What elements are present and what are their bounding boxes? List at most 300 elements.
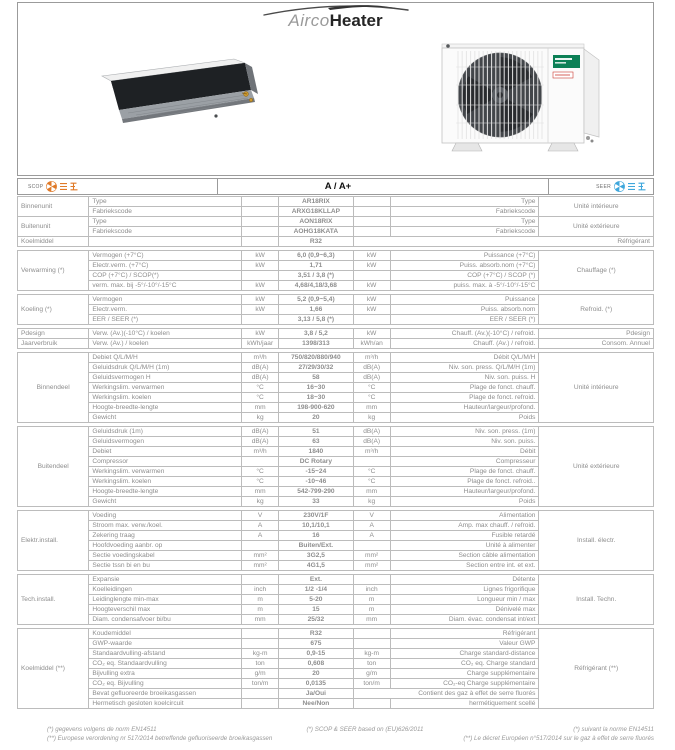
spec-section-table — [17, 196, 654, 247]
unit-fr — [353, 217, 390, 227]
unit-fr: dB(A) — [353, 427, 390, 437]
spec-label-nl: Hoofdvoeding aanbr. op — [89, 541, 242, 551]
spec-label-nl: Gewicht — [89, 497, 242, 507]
unit-nl: kW — [242, 329, 279, 339]
spec-value: 10,1/10,1 — [279, 521, 353, 531]
group-label-fr: Chauffage (*) — [539, 251, 654, 291]
spec-label-fr: COP (+7°C) / SCOP (*) — [390, 271, 539, 281]
spec-label-nl: Geluidsvermogen — [89, 437, 242, 447]
spec-row — [18, 427, 654, 437]
group-label-nl: Binnendeel — [18, 353, 89, 423]
spec-value: Ja/Oui — [279, 689, 353, 699]
unit-fr: °C — [353, 383, 390, 393]
unit-fr: kW — [353, 251, 390, 261]
spec-value: 20 — [279, 413, 353, 423]
spec-label-nl: Debiet Q/L/M/H — [89, 353, 242, 363]
spec-label-nl: Hoogte-breedte-lengte — [89, 487, 242, 497]
unit-nl — [242, 217, 279, 227]
unit-fr — [353, 271, 390, 281]
unit-nl: A — [242, 521, 279, 531]
unit-fr: kg — [353, 413, 390, 423]
spec-section-table — [17, 574, 654, 625]
spec-value: 4G1,5 — [279, 561, 353, 571]
spec-label-fr: Fusible retardé — [390, 531, 539, 541]
unit-fr — [353, 457, 390, 467]
unit-fr: m³/h — [353, 353, 390, 363]
unit-nl: °C — [242, 393, 279, 403]
spec-label-fr: Niv. son. press. (1m) — [390, 427, 539, 437]
spec-value: 3G2,5 — [279, 551, 353, 561]
spec-label-nl: Werkingslim. koelen — [89, 393, 242, 403]
unit-nl — [242, 315, 279, 325]
unit-nl: kg — [242, 497, 279, 507]
spec-value: 58 — [279, 373, 353, 383]
unit-fr: mm — [353, 615, 390, 625]
spec-label-nl — [89, 237, 242, 247]
indoor-unit-photo — [96, 49, 264, 139]
spec-value: 16~30 — [279, 383, 353, 393]
spec-value: R32 — [279, 629, 353, 639]
unit-fr: inch — [353, 585, 390, 595]
group-label-fr: Install. Techn. — [539, 575, 654, 625]
unit-fr: °C — [353, 467, 390, 477]
spec-label-fr: Plage de fonct. refroid. — [390, 393, 539, 403]
unit-fr — [353, 207, 390, 217]
unit-nl — [242, 237, 279, 247]
unit-nl: kg — [242, 413, 279, 423]
spec-label-fr: Chauff. (Av.)(-10°C) / refroid. — [390, 329, 539, 339]
unit-nl: inch — [242, 585, 279, 595]
spec-label-nl: Sectie voedingskabel — [89, 551, 242, 561]
spec-label-nl: Verw. (Av.)(-10°C) / koelen — [89, 329, 242, 339]
header-box — [17, 2, 654, 176]
spec-label-fr: Contient des gaz à effet de serre fluorés — [353, 689, 539, 699]
footnote-line-2 — [17, 734, 654, 743]
spec-label-nl: Fabriekscode — [89, 227, 242, 237]
spec-label-fr: Fabriekscode — [390, 227, 539, 237]
unit-nl — [242, 207, 279, 217]
spec-label-nl: Debiet — [89, 447, 242, 457]
spec-row — [18, 251, 654, 261]
group-label-nl: Koelmiddel — [18, 237, 89, 247]
group-label-nl: Binnenunit — [18, 197, 89, 217]
unit-fr: °C — [353, 477, 390, 487]
group-label-fr: Refroid. (*) — [539, 295, 654, 325]
unit-fr: A — [353, 521, 390, 531]
spec-value: 1,66 — [279, 305, 353, 315]
unit-fr: kW — [353, 281, 390, 291]
unit-nl: °C — [242, 477, 279, 487]
unit-fr: ton — [353, 659, 390, 669]
spec-label-nl: Vermogen — [89, 295, 242, 305]
spec-value: DC Rotary — [279, 457, 353, 467]
spec-label-fr: Niv. son. puiss. H — [390, 373, 539, 383]
group-label-fr: Pdesign — [539, 329, 654, 339]
spec-label-fr: Niv. son. press. Q/L/M/H (1m) — [390, 363, 539, 373]
spec-value: ARXG18KLLAP — [279, 207, 353, 217]
spec-value: 1,71 — [279, 261, 353, 271]
unit-nl — [242, 227, 279, 237]
spec-value: Ext. — [279, 575, 353, 585]
spec-value: 6,0 (0,9~6,3) — [279, 251, 353, 261]
unit-fr: kW — [353, 305, 390, 315]
spec-label-fr: Plage de fonct. chauff. — [390, 467, 539, 477]
spec-value: 25/32 — [279, 615, 353, 625]
spec-label-nl: Verw. (Av.) / koelen — [89, 339, 242, 349]
spec-value: 0,0135 — [279, 679, 353, 689]
spec-label-fr: Type — [390, 197, 539, 207]
spec-value: 230V/1F — [279, 511, 353, 521]
spec-label-nl: Diam. condensafvoer bi/bu — [89, 615, 242, 625]
spec-label-fr: Compresseur — [390, 457, 539, 467]
unit-nl: dB(A) — [242, 373, 279, 383]
spec-label-nl: Werkingslim. verwarmen — [89, 383, 242, 393]
unit-nl: dB(A) — [242, 427, 279, 437]
spec-label-fr: EER / SEER (*) — [390, 315, 539, 325]
unit-fr: kW — [353, 295, 390, 305]
spec-label-nl: Werkingslim. verwarmen — [89, 467, 242, 477]
unit-nl: m³/h — [242, 353, 279, 363]
unit-nl — [242, 457, 279, 467]
unit-nl — [242, 271, 279, 281]
unit-nl — [242, 575, 279, 585]
unit-nl: kW — [242, 261, 279, 271]
spec-label-nl: Leidinglengte min-max — [89, 595, 242, 605]
unit-fr — [353, 541, 390, 551]
spec-label-fr: Plage de fonct. refroid.. — [390, 477, 539, 487]
unit-fr: kg-m — [353, 649, 390, 659]
spec-row — [18, 575, 654, 585]
unit-fr: kW — [353, 261, 390, 271]
spec-label-fr: Lignes frigorifique — [390, 585, 539, 595]
unit-nl: kW — [242, 295, 279, 305]
spec-label-nl: Type — [89, 197, 242, 207]
spec-label-fr: Diam. évac. condensat int/ext — [390, 615, 539, 625]
group-label-fr: Consom. Annuel — [539, 339, 654, 349]
unit-nl: ton/m — [242, 679, 279, 689]
spec-label-nl: Expansie — [89, 575, 242, 585]
spec-label-nl: Hoogte-breedte-lengte — [89, 403, 242, 413]
spec-value: 15 — [279, 605, 353, 615]
spec-value: 4,68/4,18/3,68 — [279, 281, 353, 291]
group-label-fr: Unité intérieure — [539, 353, 654, 423]
spec-label-nl: Electr.verm. — [89, 305, 242, 315]
spec-label-fr: Détente — [390, 575, 539, 585]
spec-label-nl: CO₂ eq. Bijvulling — [89, 679, 242, 689]
spec-label-nl: Koelleidingen — [89, 585, 242, 595]
spec-value: 1398/313 — [279, 339, 353, 349]
spec-value: -15~24 — [279, 467, 353, 477]
group-label-nl: Koeling (*) — [18, 295, 89, 325]
spec-value: R32 — [279, 237, 353, 247]
unit-nl: g/m — [242, 669, 279, 679]
spec-label-nl: Geluidsvermogen H — [89, 373, 242, 383]
unit-fr: V — [353, 511, 390, 521]
spec-value: Buiten/Ext. — [279, 541, 353, 551]
spec-value: 1840 — [279, 447, 353, 457]
spec-label-fr: Dénivelé max — [390, 605, 539, 615]
spec-label-nl: Geluidsdruk Q/L/M/H (1m) — [89, 363, 242, 373]
unit-nl: kg-m — [242, 649, 279, 659]
unit-nl: mm — [242, 487, 279, 497]
seer-badge-label: SEER — [596, 183, 611, 190]
spec-label-fr: Unité à alimenter — [390, 541, 539, 551]
spec-label-fr: Hauteur/largeur/profond. — [390, 403, 539, 413]
brand-label-green — [553, 55, 580, 68]
spec-label-nl: Standaardvulling-afstand — [89, 649, 242, 659]
spec-label-fr: Valeur GWP — [390, 639, 539, 649]
spec-row — [18, 295, 654, 305]
spec-label-fr: Fabriekscode — [390, 207, 539, 217]
unit-fr — [353, 575, 390, 585]
spec-label-fr: Section entre int. et ext. — [390, 561, 539, 571]
group-label-nl: Pdesign — [18, 329, 89, 339]
spec-label-fr: Chauff. (Av.) / refroid. — [390, 339, 539, 349]
footnotes — [17, 725, 654, 743]
group-label-nl: Verwarming (*) — [18, 251, 89, 291]
unit-fr — [353, 699, 390, 709]
scop-badge-label: SCOP — [28, 183, 44, 190]
unit-fr: ton/m — [353, 679, 390, 689]
spec-value: 5-20 — [279, 595, 353, 605]
spec-label-fr: Niv. son. puiss. — [390, 437, 539, 447]
spec-label-fr: Charge supplémentaire — [390, 669, 539, 679]
spec-label-nl: COP (+7°C) / SCOP(*) — [89, 271, 242, 281]
unit-fr — [353, 629, 390, 639]
energy-badge-row — [17, 178, 654, 195]
unit-nl: kW — [242, 305, 279, 315]
unit-nl: ton — [242, 659, 279, 669]
group-label-nl: Buitendeel — [18, 427, 89, 507]
spec-value: 63 — [279, 437, 353, 447]
spec-label-nl: Hermetisch gesloten koelcircuit — [89, 699, 242, 709]
spec-value: 5,2 (0,9~5,4) — [279, 295, 353, 305]
spec-label-fr: Réfrigérant — [390, 629, 539, 639]
spec-section-table — [17, 352, 654, 423]
spec-value: 3,13 / 5,8 (*) — [279, 315, 353, 325]
spec-value: 0,608 — [279, 659, 353, 669]
outdoor-unit-photo — [436, 31, 616, 165]
seer-badge — [549, 179, 653, 194]
group-label-fr: Unité intérieure — [539, 197, 654, 217]
spec-label-nl: Bijvulling extra — [89, 669, 242, 679]
unit-nl: dB(A) — [242, 363, 279, 373]
unit-fr: °C — [353, 393, 390, 403]
group-label-fr: Unité extérieure — [539, 427, 654, 507]
spec-section-table — [17, 426, 654, 507]
unit-fr — [353, 639, 390, 649]
spec-label-fr: Hauteur/largeur/profond. — [390, 487, 539, 497]
unit-fr: mm² — [353, 561, 390, 571]
unit-nl — [242, 699, 279, 709]
spec-label-nl: Type — [89, 217, 242, 227]
spec-value: 51 — [279, 427, 353, 437]
spec-value: 27/29/30/32 — [279, 363, 353, 373]
spec-label-nl: Electr.verm. (+7°C) — [89, 261, 242, 271]
unit-nl — [242, 629, 279, 639]
spec-section-table — [17, 250, 654, 291]
spec-value: 1/2 -1/4 — [279, 585, 353, 595]
spec-label-fr: Poids — [390, 413, 539, 423]
unit-nl — [242, 689, 279, 699]
spec-value: AON18RIX — [279, 217, 353, 227]
spec-label-fr: puiss. max. à -5°/-10°/-15°C — [390, 281, 539, 291]
spec-value: 0,9-15 — [279, 649, 353, 659]
unit-nl — [242, 541, 279, 551]
spec-value: Nee/Non — [279, 699, 353, 709]
spec-row — [18, 353, 654, 363]
spec-row — [18, 197, 654, 207]
unit-nl: V — [242, 511, 279, 521]
unit-nl: kWh/jaar — [242, 339, 279, 349]
energy-class-label: A / A+ — [324, 181, 352, 192]
logo-text-airco: Airco — [288, 11, 330, 30]
spec-row — [18, 339, 654, 349]
spec-label-nl: Hoogteverschil max — [89, 605, 242, 615]
group-label-fr: Install. électr. — [539, 511, 654, 571]
spec-label-nl: Gewicht — [89, 413, 242, 423]
spec-label-nl: CO₂ eq. Standaardvulling — [89, 659, 242, 669]
spec-label-fr: Puissance (+7°C) — [390, 251, 539, 261]
spec-label-fr: Charge standard-distance — [390, 649, 539, 659]
spec-value: -10~46 — [279, 477, 353, 487]
footnote-nl-1: (*) gegevens volgens de norm EN14511 — [47, 726, 157, 733]
unit-fr: A — [353, 531, 390, 541]
footnote-fr-1: (*) suivant la norme EN14511 — [573, 726, 654, 733]
spec-value: 16 — [279, 531, 353, 541]
unit-fr — [353, 227, 390, 237]
unit-nl: mm² — [242, 561, 279, 571]
spec-label-fr: hermétiquement scellé — [390, 699, 539, 709]
unit-nl: mm — [242, 615, 279, 625]
spec-section-table — [17, 628, 654, 709]
spec-row — [18, 217, 654, 227]
unit-nl: °C — [242, 383, 279, 393]
unit-nl — [242, 197, 279, 207]
spec-label-fr: Section câble alimentation — [390, 551, 539, 561]
spec-label-nl: Sectie tssn bi en bu — [89, 561, 242, 571]
spec-label-fr: CO₂ eq. Charge standard — [390, 659, 539, 669]
spec-label-nl: Koudemiddel — [89, 629, 242, 639]
footnote-fr-2: (**) Le décret Européen n°517/2014 sur le gaz à effet de serre fluorés — [463, 735, 654, 742]
spec-label-nl: Voeding — [89, 511, 242, 521]
spec-section-table — [17, 510, 654, 571]
group-label-nl: Jaarverbruik — [18, 339, 89, 349]
unit-fr: m³/h — [353, 447, 390, 457]
group-label-nl: Tech.install. — [18, 575, 89, 625]
unit-nl: mm² — [242, 551, 279, 561]
spec-label-nl: Compressor — [89, 457, 242, 467]
unit-nl: dB(A) — [242, 437, 279, 447]
footnote-mid-1: (*) SCOP & SEER based on (EU)626/2011 — [306, 726, 424, 733]
spec-label-nl: GWP-waarde — [89, 639, 242, 649]
spec-label-fr: Puissance — [390, 295, 539, 305]
spec-value: AOHG18KATA — [279, 227, 353, 237]
spec-row — [18, 329, 654, 339]
spec-value: 198-900-620 — [279, 403, 353, 413]
unit-fr — [353, 197, 390, 207]
group-label-nl: Elektr.install. — [18, 511, 89, 571]
spec-value: 750/820/880/940 — [279, 353, 353, 363]
group-label-fr: Unité extérieure — [539, 217, 654, 237]
spec-label-nl: Werkingslim. koelen — [89, 477, 242, 487]
spec-label-nl: verm. max. bij -5°/-10°/-15°C — [89, 281, 242, 291]
logo-text-heater: Heater — [329, 11, 383, 30]
unit-nl: mm — [242, 403, 279, 413]
spec-label-fr: Réfrigérant — [353, 237, 653, 247]
spec-sections — [17, 196, 654, 712]
unit-nl: m — [242, 605, 279, 615]
spec-label-nl: Geluidsdruk (1m) — [89, 427, 242, 437]
group-label-nl: Koelmiddel (**) — [18, 629, 89, 709]
spec-value: 18~30 — [279, 393, 353, 403]
spec-label-nl: Zekering traag — [89, 531, 242, 541]
spec-label-fr: CO₂-eq Charge supplémentaire — [390, 679, 539, 689]
unit-fr: mm — [353, 403, 390, 413]
unit-fr: g/m — [353, 669, 390, 679]
unit-nl: A — [242, 531, 279, 541]
scop-badge — [18, 179, 218, 194]
spec-label-fr: Puiss. absorb.nom — [390, 305, 539, 315]
spec-section-table — [17, 294, 654, 325]
unit-fr: kWh/an — [353, 339, 390, 349]
footnote-nl-2: (**) Europese verordening nr 517/2014 betreffende gefluoriseerde broeikasgassen — [47, 735, 273, 742]
unit-nl: m³/h — [242, 447, 279, 457]
spec-label-fr: Débit — [390, 447, 539, 457]
spec-label-fr: Débit Q/L/M/H — [390, 353, 539, 363]
spec-value: 3,51 / 3,8 (*) — [279, 271, 353, 281]
brand-logo — [18, 11, 653, 32]
unit-fr: m — [353, 605, 390, 615]
unit-fr: dB(A) — [353, 363, 390, 373]
group-label-fr: Réfrigérant (**) — [539, 629, 654, 709]
heating-season-icon — [45, 180, 81, 193]
unit-fr: kg — [353, 497, 390, 507]
spec-row — [18, 237, 654, 247]
spec-label-fr: Longueur min / max — [390, 595, 539, 605]
unit-nl: m — [242, 595, 279, 605]
spec-value: 33 — [279, 497, 353, 507]
footnote-line-1 — [17, 725, 654, 734]
spec-label-nl: Stroom max. verw./koel. — [89, 521, 242, 531]
unit-fr: mm² — [353, 551, 390, 561]
unit-fr — [353, 315, 390, 325]
unit-nl — [242, 639, 279, 649]
spec-label-fr: Puiss. absorb.nom (+7°C) — [390, 261, 539, 271]
spec-label-nl: Bevat gefluoreerde broeikasgassen — [89, 689, 242, 699]
cooling-season-icon — [613, 180, 649, 193]
spec-value: 20 — [279, 669, 353, 679]
energy-class-cell — [218, 179, 549, 194]
spec-label-fr: Alimentation — [390, 511, 539, 521]
spec-label-fr: Poids — [390, 497, 539, 507]
spec-label-fr: Amp. max chauff. / refroid. — [390, 521, 539, 531]
spec-label-fr: Type — [390, 217, 539, 227]
unit-nl: kW — [242, 251, 279, 261]
unit-nl: kW — [242, 281, 279, 291]
spec-row — [18, 511, 654, 521]
spec-label-nl: EER / SEER (*) — [89, 315, 242, 325]
spec-row — [18, 629, 654, 639]
logo-swoosh-icon — [258, 4, 414, 18]
unit-fr: m — [353, 595, 390, 605]
spec-value: 675 — [279, 639, 353, 649]
spec-label-nl: Fabriekscode — [89, 207, 242, 217]
spec-value: 3,8 / 5,2 — [279, 329, 353, 339]
unit-fr: dB(A) — [353, 373, 390, 383]
unit-fr: kW — [353, 329, 390, 339]
group-label-nl: Buitenunit — [18, 217, 89, 237]
